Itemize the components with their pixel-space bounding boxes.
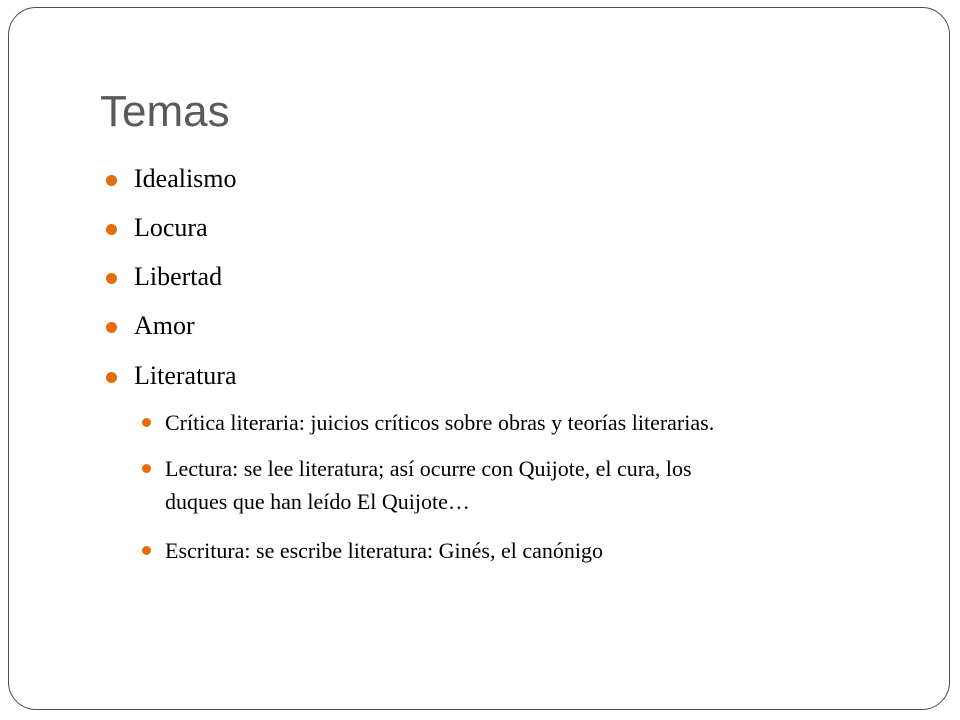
sub-bullet-text: Escritura: se escribe literatura: Ginés, el canónigo	[165, 538, 603, 563]
sub-bullet-dot-icon	[142, 546, 151, 555]
bullet-item-locura	[134, 212, 208, 244]
bullet-text: Amor	[134, 311, 195, 340]
sub-bullet-text-line-1: Lectura: se lee literatura; así ocurre con Quijote, el cura, los	[165, 456, 692, 481]
bullet-dot-icon	[106, 224, 117, 235]
sub-bullet-lectura	[165, 452, 692, 518]
sub-bullet-critica	[165, 406, 714, 439]
bullet-text: Literatura	[134, 361, 237, 390]
bullet-item-libertad	[134, 261, 222, 293]
sub-bullet-text-line-2: duques que han leído El Quijote…	[165, 489, 470, 514]
sub-bullet-escritura	[165, 534, 603, 567]
bullet-dot-icon	[106, 273, 117, 284]
bullet-item-idealismo	[134, 163, 237, 195]
bullet-dot-icon	[106, 372, 117, 383]
bullet-dot-icon	[106, 175, 117, 186]
bullet-text: Libertad	[134, 262, 223, 291]
sub-bullet-dot-icon	[142, 418, 151, 427]
sub-bullet-dot-icon	[142, 464, 151, 473]
bullet-text: Idealismo	[134, 164, 237, 193]
bullet-text: Locura	[134, 213, 208, 242]
bullet-item-amor	[134, 310, 195, 342]
slide-title: Temas	[100, 87, 230, 136]
bullet-item-literatura	[134, 360, 237, 392]
sub-bullet-text: Crítica literaria: juicios críticos sobre obras y teorías literarias.	[165, 410, 715, 435]
bullet-dot-icon	[106, 322, 117, 333]
